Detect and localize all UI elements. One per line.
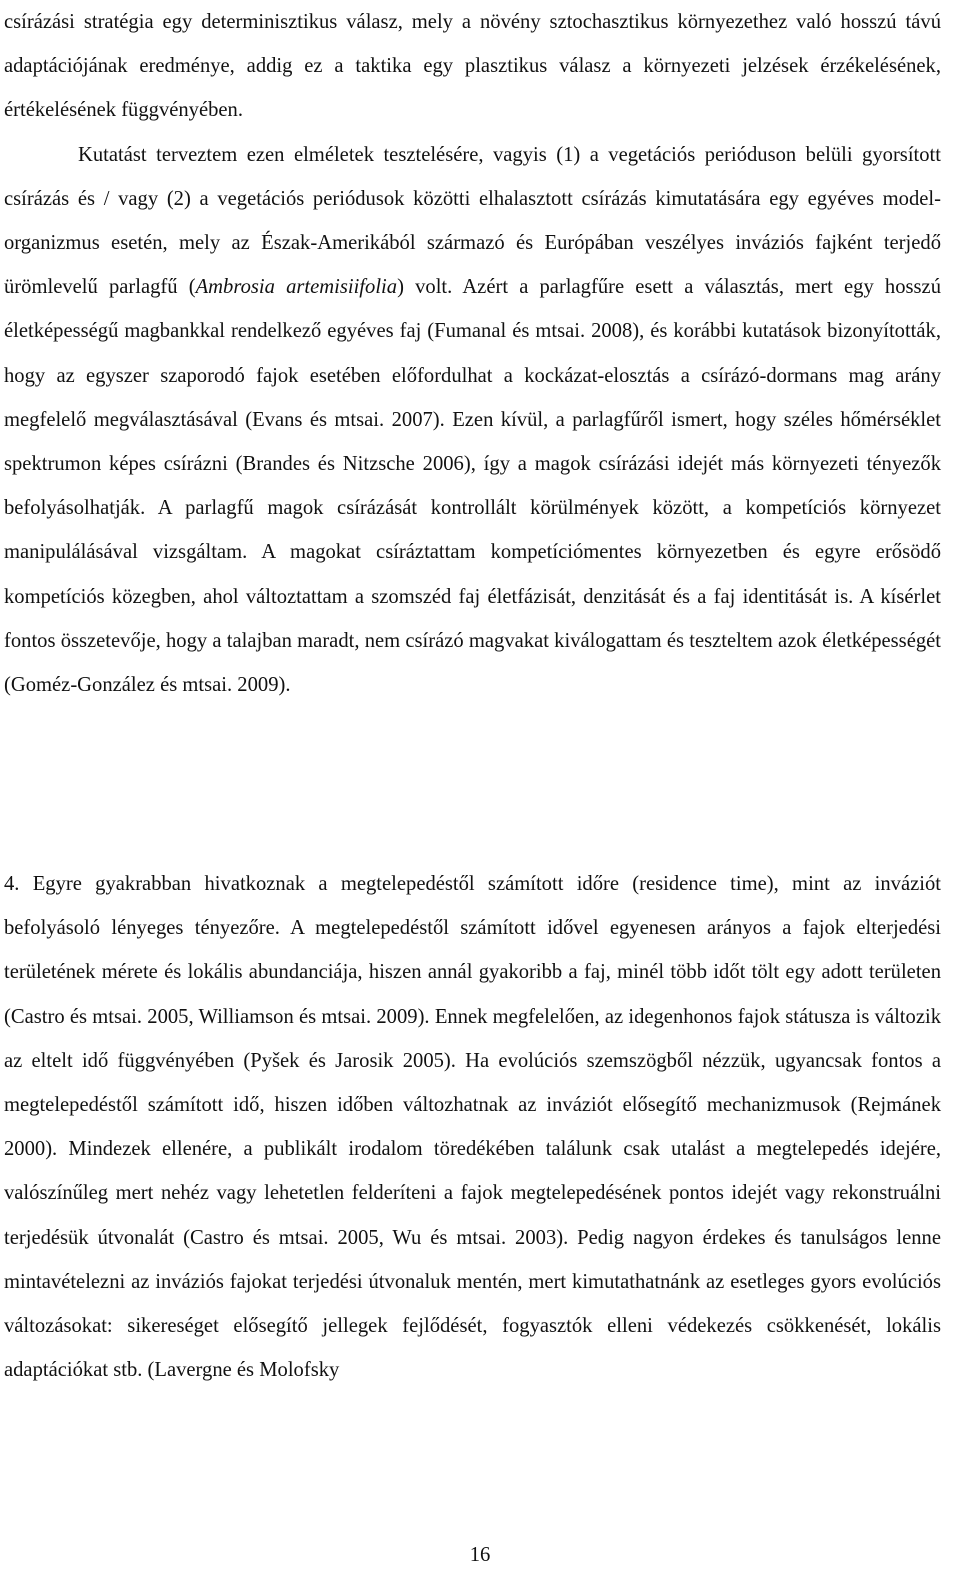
- paragraph-research-design-rest: ) volt. Azért a parlagfűre esett a választás, mert egy hosszú életképességű magbankkal rendelkező egyéves faj (Fumanal és mtsai. 2008), és korábbi kutatások bizonyították, hogy az egyszer szaporodó fajok esetében előfordulhat a kockázat-elosztás a csírázó-dormans mag arány megfelelő megválasztásával (Evans és mtsai. 2007). Ezen kívül, a parlagfűről ismert, hogy széles hőmérséklet spektrumon képes csírázni (Brandes és Nitzsche 2006), így a magok csírázási idejét más környezeti tényezők befolyásolhatják. A parlagfű magok csírázását kontrollált körülmények között, a kompetíciós környezet manipulálásával vizsgáltam. A magokat csíráztattam kompetíciómentes környezetben és egyre erősödő kompetíciós közegben, ahol változtattam a szomszéd faj életfázisát, denzitását és a faj identitását is. A kísérlet fontos összetevője, hogy a talajban maradt, nem csírázó magvakat kiválogattam és teszteltem azok életképességét (Goméz-González és mtsai. 2009).: [4, 276, 941, 697]
- species-name-italic: Ambrosia artemisiifolia: [195, 276, 398, 299]
- text-block-bottom: [4, 862, 941, 1392]
- paragraph-residence-time: 4. Egyre gyakrabban hivatkoznak a megtelepedéstől számított időre (residence time), mint az inváziót befolyásoló lényeges tényezőre. A megtelepedéstől számított idővel egyenesen arányos a fajok elterjedési területének mérete és lokális abundanciája, hiszen annál gyakoribb a faj, minél több időt tölt egy adott területen (Castro és mtsai. 2005, Williamson és mtsai. 2009). Ennek megfelelően, az idegenhonos fajok státusza is változik az eltelt idő függvényében (Pyšek és Jarosik 2005). Ha evolúciós szemszögből nézzük, ugyancsak fontos a megtelepedéstől számított idő, hiszen időben változhatnak az inváziót elősegítő mechanizmusok (Rejmánek 2000). Mindezek ellenére, a publikált irodalom töredékében találunk csak utalást a megtelepedés idejére, valószínűleg mert nehéz vagy lehetetlen felderíteni a fajok megtelepedésének pontos idejét vagy rekonstruálni terjedésük útvonalát (Castro és mtsai. 2005, Wu és mtsai. 2003). Pedig nagyon érdekes és tanulságos lenne mintavételezni az inváziós fajokat terjedési útvonaluk mentén, mert kimutathatnánk az esetleges gyors evolúciós változásokat: sikereséget elősegítő jellegek fejlődését, fogyasztók elleni védekezés csökkenését, lokális adaptációkat stb. (Lavergne és Molofsky: [4, 873, 941, 1382]
- paragraph-research-design-start: Kutatást terveztem ezen elméletek tesztelésére, vagyis (1) a vegetációs perióduson belüli gyorsított csírázás és / vagy (2) a vegetációs periódusok közötti elhalasztott csírázás kimutatására egy egyéves model-organizmus esetén, mely az Észak-Amerikából származó és Európában veszélyes inváziós fajként terjedő ürömlevelű parlagfű (: [4, 143, 941, 299]
- text-block-top: [4, 0, 941, 707]
- paragraph-continuation: csírázási stratégia egy determinisztikus válasz, mely a növény sztochasztikus környezethez való hosszú távú adaptációjának eredménye, addig ez a taktika egy plasztikus válasz a környezeti jelzések érzékelésének, értékelésének függvényében.: [4, 11, 941, 122]
- paragraph-research-design: [4, 133, 941, 708]
- page-number: 16: [469, 1544, 491, 1566]
